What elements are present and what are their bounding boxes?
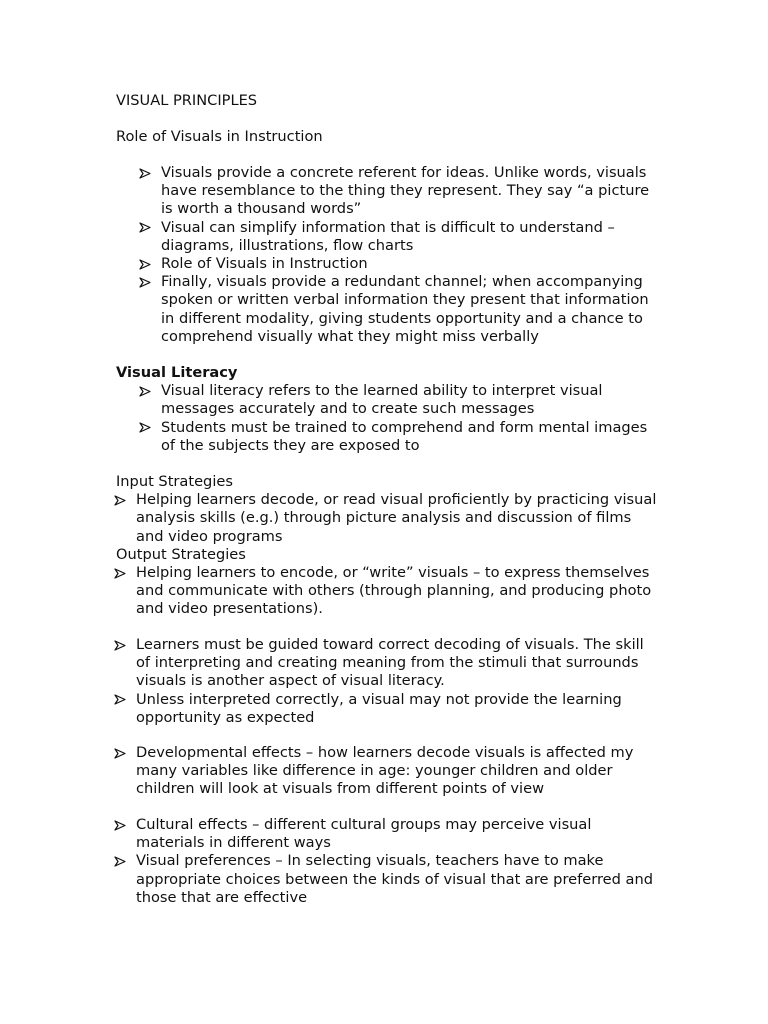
arrow-bullet-icon: [114, 636, 128, 654]
visual-literacy-block: [116, 364, 676, 455]
list-item: Visuals provide a concrete referent for ideas. Unlike words, visuals have resemblance to the thing they represent. They say “a picture is worth a thousand words”: [116, 164, 676, 219]
decoding-list: [116, 636, 676, 727]
arrow-bullet-icon: [114, 564, 128, 582]
section-heading: Visual Literacy: [116, 364, 238, 381]
arrow-bullet-icon: [139, 382, 153, 400]
list-item: Finally, visuals provide a redundant channel; when accompanying spoken or written verbal information they present that information in different modality, giving students opportunity and a chance to comprehend visually what they might miss verbally: [116, 273, 676, 346]
arrow-bullet-icon: [139, 164, 153, 182]
arrow-bullet-icon: [139, 219, 153, 237]
list-item: Students must be trained to comprehend and form mental images of the subjects they are exposed to: [116, 419, 676, 455]
list-item: Helping learners decode, or read visual proficiently by practicing visual analysis skills (e.g.) through picture analysis and discussion of films and video programs: [116, 491, 676, 546]
section-heading: Role of Visuals in Instruction: [116, 128, 323, 145]
list-item: Visual preferences – In selecting visuals, teachers have to make appropriate choices between the kinds of visual that are preferred and those that are effective: [116, 852, 676, 907]
arrow-bullet-icon: [114, 744, 128, 762]
arrow-bullet-icon: [114, 491, 128, 509]
arrow-bullet-icon: [114, 816, 128, 834]
list-item: Visual literacy refers to the learned ability to interpret visual messages accurately and to create such messages: [116, 382, 676, 418]
list-item: Helping learners to encode, or “write” visuals – to express themselves and communicate with others (through planning, and producing photo and video presentations).: [116, 564, 676, 619]
list-item: Cultural effects – different cultural groups may perceive visual materials in different ways: [116, 816, 676, 852]
document-title: VISUAL PRINCIPLES: [116, 92, 258, 109]
role-list: [116, 164, 676, 346]
list-item: Role of Visuals in Instruction: [116, 255, 676, 273]
arrow-bullet-icon: [114, 691, 128, 709]
developmental-list: [116, 744, 676, 799]
list-item: Visual can simplify information that is difficult to understand – diagrams, illustrations, flow charts: [116, 219, 676, 255]
section-heading: Input Strategies: [116, 473, 233, 490]
list-item: Developmental effects – how learners decode visuals is affected my many variables like difference in age: younger children and older children will look at visuals from different points of view: [116, 744, 676, 799]
list-item: Learners must be guided toward correct decoding of visuals. The skill of interpreting and creating meaning from the stimuli that surrounds visuals is another aspect of visual literacy.: [116, 636, 676, 691]
arrow-bullet-icon: [139, 273, 153, 291]
list-item: Unless interpreted correctly, a visual may not provide the learning opportunity as expected: [116, 691, 676, 727]
cultural-list: [116, 816, 676, 907]
subtitle-block: [116, 128, 676, 146]
section-heading: Output Strategies: [116, 545, 246, 563]
arrow-bullet-icon: [139, 255, 153, 273]
title-block: [116, 92, 676, 110]
arrow-bullet-icon: [139, 419, 153, 437]
strategies-block: [116, 473, 676, 619]
arrow-bullet-icon: [114, 852, 128, 870]
